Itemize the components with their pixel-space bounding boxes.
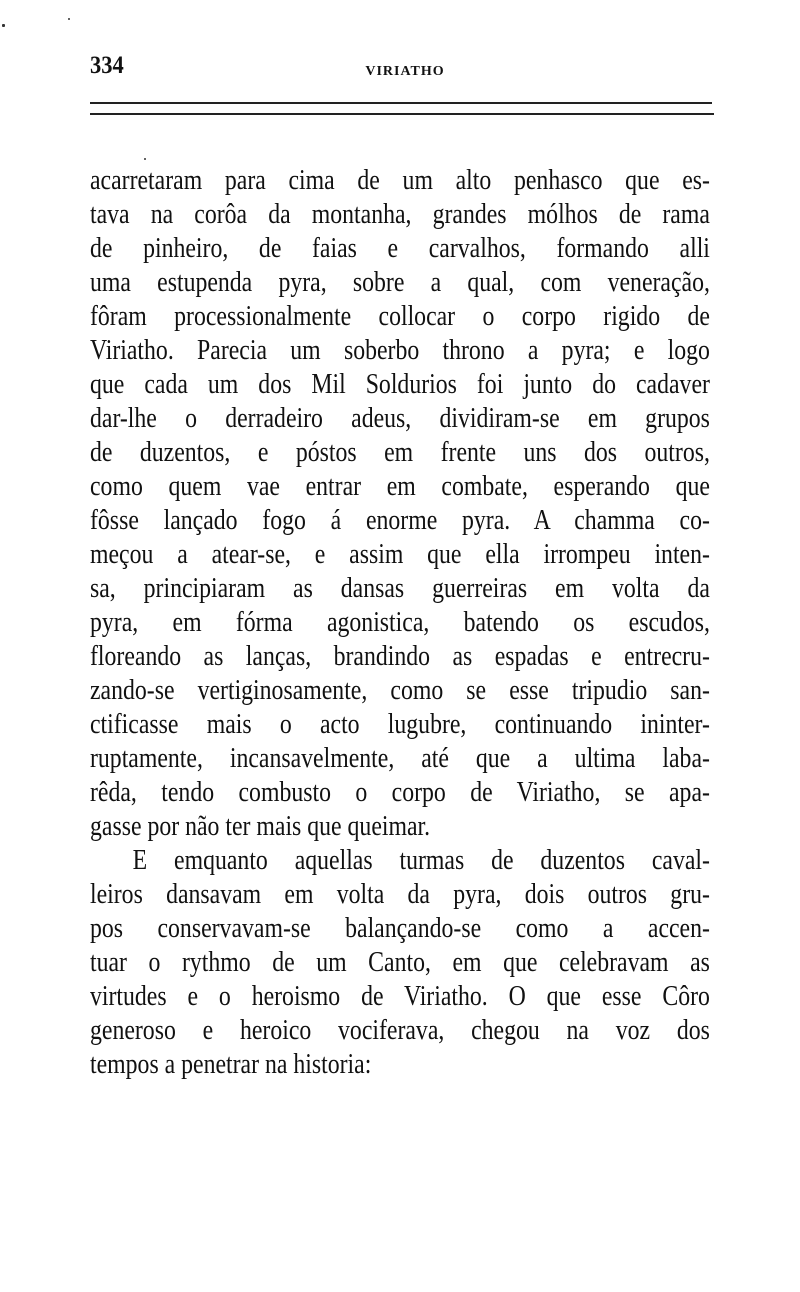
text-line: de pinheiro, de faias e carvalhos, formando alli (90, 232, 710, 264)
text-line: fôram processionalmente collocar o corpo rigido de (90, 300, 710, 332)
text-line: floreando as lanças, brandindo as espadas e entrecru- (90, 640, 710, 672)
text-line: como quem vae entrar em combate, esperando que (90, 470, 710, 502)
text-line: fôsse lançado fogo á enorme pyra. A chamma co- (90, 504, 710, 536)
text-line: pyra, em fórma agonistica, batendo os escudos, (90, 606, 710, 638)
page-number: 334 (90, 52, 124, 79)
text-line: leiros dansavam em volta da pyra, dois outros gru- (90, 878, 710, 910)
scan-speck (68, 18, 70, 20)
text-line: generoso e heroico vociferava, chegou na voz dos (90, 1014, 710, 1046)
text-line: de duzentos, e póstos em frente uns dos outros, (90, 436, 710, 468)
header-rule-top (90, 102, 712, 104)
scan-speck (2, 24, 5, 27)
text-line: que cada um dos Mil Soldurios foi junto do cadaver (90, 368, 710, 400)
paragraph-2 (90, 843, 710, 1081)
paragraph-1 (90, 163, 710, 843)
text-line: tempos a penetrar na historia: (90, 1048, 372, 1080)
page-header (90, 52, 712, 92)
text-line: virtudes e o heroismo de Viriatho. O que esse Côro (90, 980, 710, 1012)
text-line: zando-se vertiginosamente, como se esse tripudio san- (90, 674, 710, 706)
text-line: uma estupenda pyra, sobre a qual, com veneração, (90, 266, 710, 298)
header-rule-bottom (90, 113, 714, 115)
text-line: meçou a atear-se, e assim que ella irrompeu inten- (90, 538, 710, 570)
text-line: Viriatho. Parecia um soberbo throno a pyra; e logo (90, 334, 710, 366)
text-line: tava na corôa da montanha, grandes mólhos de rama (90, 198, 710, 230)
text-line: ctificasse mais o acto lugubre, continuando ininter- (90, 708, 710, 740)
text-line: rêda, tendo combusto o corpo de Viriatho, se apa- (90, 776, 710, 808)
text-line: E emquanto aquellas turmas de duzentos caval- (132, 844, 710, 876)
text-line: gasse por não ter mais que queimar. (90, 810, 431, 842)
text-line: acarretaram para cima de um alto penhasco que es- (90, 164, 710, 196)
text-line: sa, principiaram as dansas guerreiras em volta da (90, 572, 710, 604)
body-text (90, 163, 710, 1081)
running-title: VIRIATHO (365, 64, 445, 79)
text-line: pos conservavam-se balançando-se como a accen- (90, 912, 710, 944)
text-line: dar-lhe o derradeiro adeus, dividiram-se em grupos (90, 402, 710, 434)
text-line: tuar o rythmo de um Canto, em que celebravam as (90, 946, 710, 978)
text-line: ruptamente, incansavelmente, até que a ultima laba- (90, 742, 710, 774)
scan-speck (144, 158, 146, 160)
